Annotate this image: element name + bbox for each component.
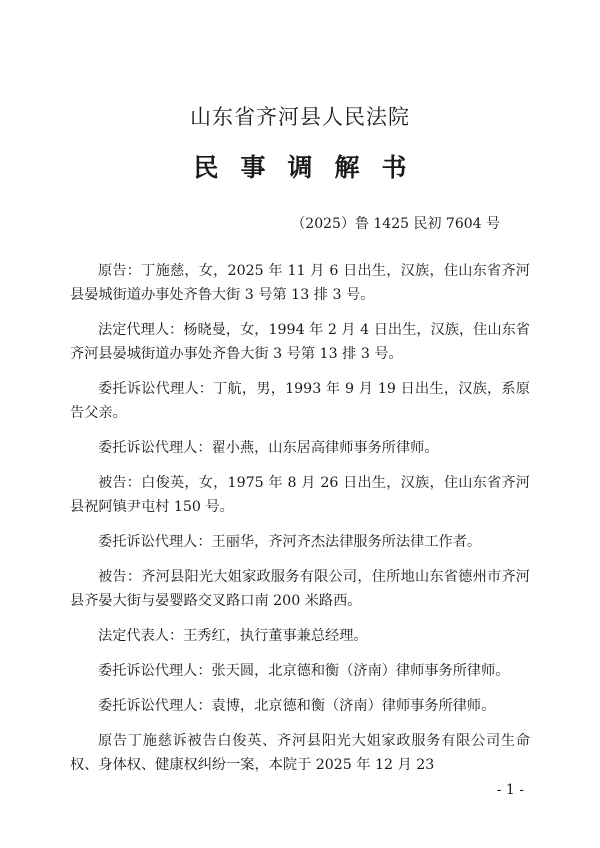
plaintiff-paragraph: 原告：丁施慈，女，2025 年 11 月 6 日出生，汉族，住山东省齐河县晏城街道办事处齐鲁大街 3 号第 13 排 3 号。 xyxy=(70,263,530,303)
defendant-1-agent-paragraph: 委托诉讼代理人：王丽华，齐河齐杰法律服务所法律工作者。 xyxy=(98,534,482,550)
legal-representative-paragraph: 法定代理人：杨晓曼，女，1994 年 2 月 4 日出生，汉族，住山东省齐河县晏城街道办事处齐鲁大街 3 号第 13 排 3 号。 xyxy=(70,322,530,362)
court-name: 山东省齐河县人民法院 xyxy=(190,105,410,129)
document-body xyxy=(70,259,530,788)
defendant-2-agent-paragraph-1: 委托诉讼代理人：张天圆，北京德和衡（济南）律师事务所律师。 xyxy=(98,663,510,679)
defendant-2-agent-paragraph-2: 委托诉讼代理人：袁博，北京德和衡（济南）律师事务所律师。 xyxy=(98,698,496,714)
document-title: 民事调解书 xyxy=(193,153,429,182)
plaintiff-agent-paragraph-1: 委托诉讼代理人：丁航，男，1993 年 9 月 19 日出生，汉族，系原告父亲。 xyxy=(70,381,530,421)
case-number: （2025）鲁 1425 民初 7604 号 xyxy=(291,216,500,232)
defendant-2-paragraph: 被告：齐河县阳光大姐家政服务有限公司，住所地山东省德州市齐河县齐晏大街与晏婴路交叉路口南 200 米路西。 xyxy=(70,569,530,609)
defendant-2-legal-rep-paragraph: 法定代表人：王秀红，执行董事兼总经理。 xyxy=(98,628,368,644)
page-number: - 1 - xyxy=(496,782,524,798)
defendant-1-paragraph: 被告：白俊英，女，1975 年 8 月 26 日出生，汉族，住山东省齐河县祝阿镇尹屯村 150 号。 xyxy=(70,475,530,515)
plaintiff-agent-paragraph-2: 委托诉讼代理人：翟小燕，山东居高律师事务所律师。 xyxy=(98,440,439,456)
case-summary-paragraph: 原告丁施慈诉被告白俊英、齐河县阳光大姐家政服务有限公司生命权、身体权、健康权纠纷一案，本院于 2025 年 12 月 23 xyxy=(70,733,530,773)
